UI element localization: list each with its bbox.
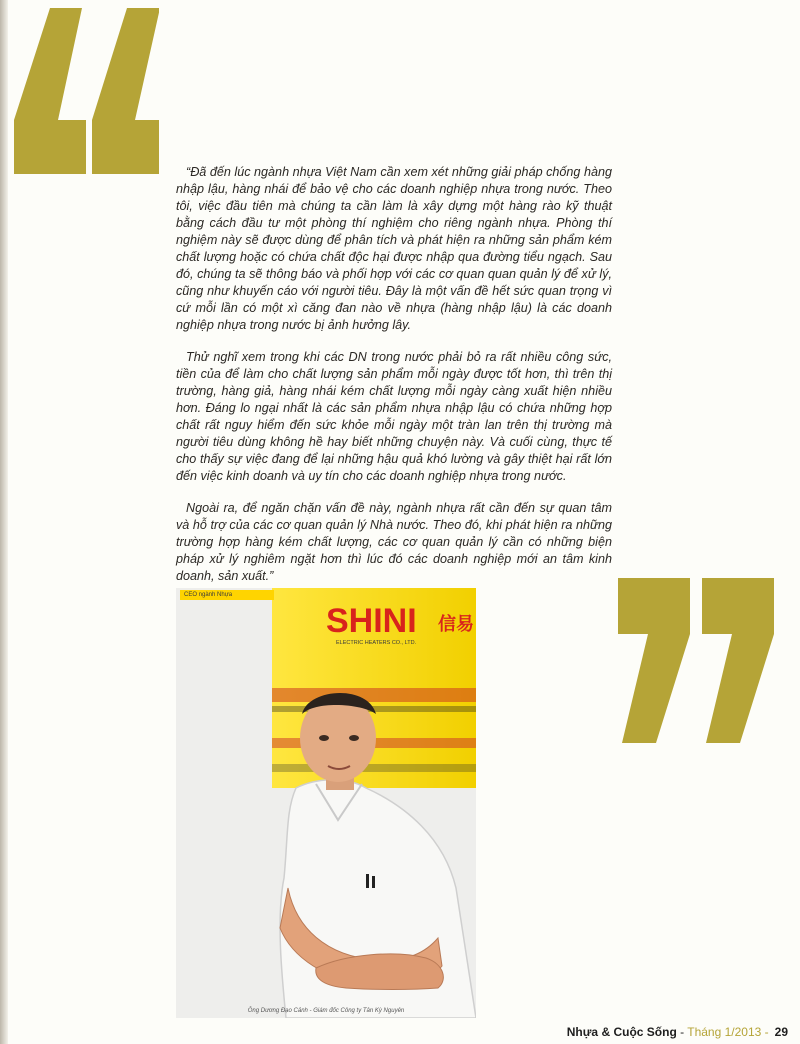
sign-subtitle-text: ELECTRIC HEATERS CO., LTD. (336, 640, 417, 646)
footer-separator: - (676, 1025, 688, 1039)
issue-date: Tháng 1/2013 - (687, 1025, 769, 1039)
sign-brand-text: SHINI (326, 602, 417, 640)
page-number: 29 (774, 1025, 788, 1039)
page-footer (567, 1025, 788, 1039)
close-quote-mark-icon (618, 578, 778, 743)
open-quote-mark-icon (14, 8, 159, 174)
quote-paragraph-2: Thử nghĩ xem trong khi các DN trong nước phải bỏ ra rất nhiều công sức, tiền của để làm cho chất lượng sản phẩm mỗi ngày được tốt hơn, thì trên thị trường, hàng giả, hàng nhái kém chất lượng mỗi ngày càng xuất hiện nhiều hơn. Đáng lo ngại nhất là các sản phẩm nhựa nhập lậu có chứa những hợp chất rất nguy hiểm đến sức khỏe mỗi ngày một tràn lan trên thị trường mà người tiêu dùng không hề hay biết những chuyện này. Và cuối cùng, thực tế cho thấy sự việc đang để lại những hậu quả khó lường và gây thiệt hại rất lớn đến việc kinh doanh và uy tín cho các doanh nghiệp nhựa trong nước. (176, 350, 612, 483)
magazine-name: Nhựa & Cuộc Sống (566, 1025, 677, 1039)
ceo-photo (176, 588, 476, 1018)
quote-body (176, 164, 612, 600)
sign-chinese-text: 信易 (438, 614, 474, 635)
quote-paragraph-1: “Đã đến lúc ngành nhựa Việt Nam cần xem xét những giải pháp chống hàng nhập lậu, hàng nhái để bảo vệ cho các doanh nghiệp nhựa trong nước. Theo tôi, việc đầu tiên mà chúng ta cần làm là xây dựng một hàng rào kỹ thuật bằng cách đầu tư một phòng thí nghiệm cho riêng ngành nhựa. Phòng thí nghiệm này sẽ được dùng để phân tích và phát hiện ra những sản phẩm kém chất lượng hoặc có chứa chất độc hại được nhập qua đường tiểu ngạch. Sau đó, chúng ta sẽ thông báo và phối hợp với các cơ quan quan quản lý để xử lý, cũng như khuyến cáo với người tiêu. Đây là một vấn đề hết sức quan trọng vì cứ mỗi lần có một xì căng đan nào về nhựa (hàng nhập lậu) là các doanh nghiệp nhựa trong nước bị ảnh hưởng lây. (176, 165, 612, 332)
photo-label: CEO ngành Nhựa (180, 590, 274, 600)
ceo-portrait-illustration (176, 588, 476, 1018)
photo-caption: Ông Dương Đạo Cảnh - Giám đốc Công ty Tân Kỳ Nguyên (247, 1008, 405, 1014)
page-binding-shadow (0, 0, 8, 1044)
quote-paragraph-3: Ngoài ra, để ngăn chặn vấn đề này, ngành nhựa rất cần đến sự quan tâm và hỗ trợ của các cơ quan quản lý Nhà nước. Theo đó, khi phát hiện ra những trường hợp hàng kém chất lượng, các cơ quan quản lý cần có những biện pháp xử lý nghiêm ngặt hơn thì lúc đó các doanh nghiệp mới an tâm kinh doanh, sản xuất.” (176, 501, 612, 583)
